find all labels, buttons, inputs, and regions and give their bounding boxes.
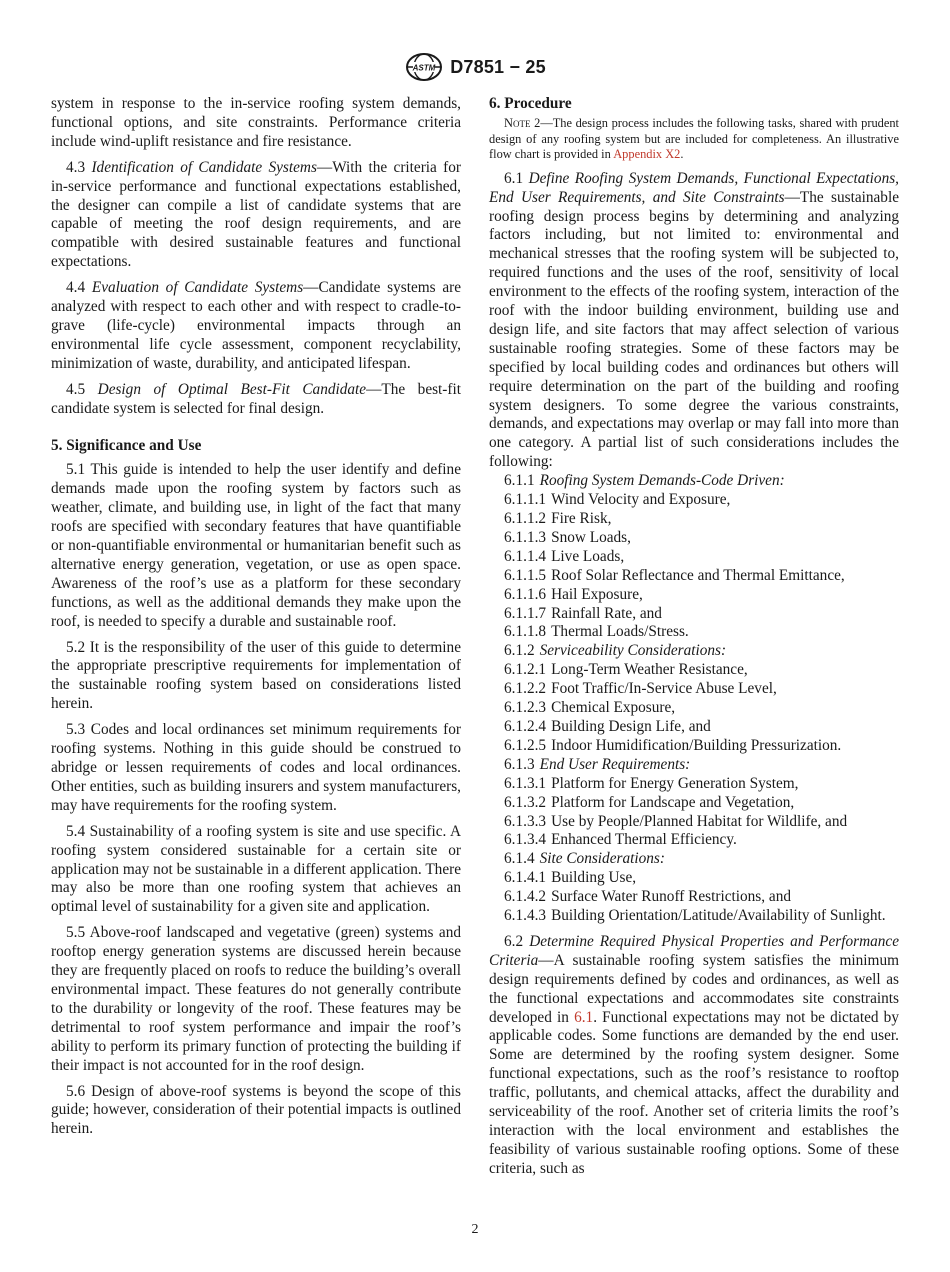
list-item [489, 510, 899, 529]
list-item-text: Platform for Landscape and Vegetation, [551, 793, 795, 811]
list-item-number: 6.1.3.2 [504, 793, 547, 811]
list-item [489, 491, 899, 510]
list-item-number: 6.1.3 [504, 755, 535, 773]
section-title: Determine Required Physical Properties and Performance Criteria [489, 932, 899, 969]
list-item-text: Indoor Humidification/Building Pressurization. [551, 736, 842, 754]
list-item-text: Foot Traffic/In-Service Abuse Level, [551, 680, 777, 698]
paragraph-5-4: 5.4 Sustainability of a roofing system is site and use specific. A roofing system considered sustainable for a certain site or application may not be sustainable in a different application. There may also be more than one roofing system that achieves an optimal level of sustainability for a given site and application. [51, 822, 461, 916]
list-item-number: 6.1.1.6 [504, 585, 547, 603]
list-item-text: Platform for Energy Generation System, [551, 774, 799, 792]
list-item [489, 907, 899, 926]
list-item-number: 6.1.2.1 [504, 661, 547, 679]
list-item-text: Building Use, [551, 869, 637, 887]
page-header [0, 52, 950, 82]
list-item-number: 6.1.4.2 [504, 888, 547, 906]
list-item-number: 6.1.1.7 [504, 604, 547, 622]
list-item-number: 6.1.1.8 [504, 623, 547, 641]
list-item [489, 718, 899, 737]
list-item [489, 699, 899, 718]
paragraph-6-1 [489, 170, 899, 473]
list-item-number: 6.1.1 [504, 472, 535, 490]
right-column [489, 95, 899, 1186]
page-number: 2 [471, 1222, 479, 1237]
paragraph-5-1: 5.1 This guide is intended to help the user identify and define demands made upon the roofing system by factors such as weather, climate, and building use, in light of the fact that many roofs are specified with secondary features that have quantifiable or non-quantifiable environmental or humanitarian benefit such as alternative energy generation, vegetation, or use as open space. Awareness of the roof’s use as a platform for these secondary functions, as well as the additional demands they make upon the roof, is needed to specify a durable and sustainable roof. [51, 461, 461, 630]
list-item-number: 6.1.1.5 [504, 566, 547, 584]
list-item-number: 6.1.4 [504, 850, 535, 868]
list-item-text: Long-Term Weather Resistance, [551, 661, 748, 679]
list-item-number: 6.1.2 [504, 642, 535, 660]
list-item-number: 6.1.1.3 [504, 528, 547, 546]
list-item-text: Use by People/Planned Habitat for Wildlife, and [551, 812, 848, 830]
list-item [489, 756, 899, 775]
paragraph-4-4 [51, 279, 461, 374]
section-text: —Candidate systems are analyzed with respect to each other and with respect to cradle-to-grave (life-cycle) environmental impacts through an environmental life cycle assessment, component recyclability, minimization of waste, durability, and anticipated lifespan. [51, 279, 461, 372]
section-text: —With the criteria for in-service performance and functional expectations established, the designer can compile a list of candidate systems that are capable of meeting the roof design requirements, and are compatible with desired sustainable features and functional expectations. [51, 158, 462, 271]
astm-logo-icon [404, 52, 444, 82]
list-item-number: 6.1.2.3 [504, 699, 547, 717]
list-item-number: 6.1.2.4 [504, 717, 547, 735]
section-title: Design of Optimal Best-Fit Candidate [97, 380, 367, 398]
list-item [489, 888, 899, 907]
left-column [51, 95, 461, 1146]
list-item [489, 661, 899, 680]
list-item-text: Building Orientation/Latitude/Availability of Sunlight. [551, 907, 886, 925]
section-heading-5: 5. Significance and Use [51, 436, 202, 454]
section-title: Identification of Candidate Systems [91, 158, 317, 176]
list-item-text: Building Design Life, and [551, 717, 711, 735]
section-number: 4.5 [66, 380, 86, 398]
list-item-number: 6.1.2.5 [504, 736, 547, 754]
list-item-number: 6.1.4.1 [504, 869, 547, 887]
list-item [489, 472, 899, 491]
list-item-text: Live Loads, [551, 547, 625, 565]
paragraph-4-5 [51, 381, 461, 419]
list-item-text: Roof Solar Reflectance and Thermal Emittance, [551, 566, 845, 584]
section-text: —A sustainable roofing system satisfies the minimum design requirements defined by codes and ordinances, as well as the functional expectations and accommodates site constraints developed in [489, 951, 899, 1026]
list-item-text: Enhanced Thermal Efficiency. [551, 831, 737, 849]
list-item-text: Site Considerations: [539, 850, 665, 868]
list-item [489, 623, 899, 642]
list-item-text: Surface Water Runoff Restrictions, and [551, 888, 791, 906]
list-item [489, 775, 899, 794]
note-text: —The design process includes the following tasks, shared with prudent design of any roofing system but are included for completeness. An illustrative flow chart is provided in [489, 115, 899, 162]
list-item-number: 6.1.3.3 [504, 812, 547, 830]
section-number: 6.1 [504, 169, 524, 187]
section-number: 4.3 [66, 158, 86, 176]
list-item [489, 529, 899, 548]
appendix-x2-link[interactable]: Appendix X2 [613, 147, 681, 162]
section-title: Define Roofing System Demands, Functional Expectations, End User Requirements, and Site Constraints [489, 169, 899, 206]
list-item [489, 869, 899, 888]
list-item-text: End User Requirements: [539, 755, 691, 773]
list-item-text: Rainfall Rate, and [551, 604, 662, 622]
list-item-text: Wind Velocity and Exposure, [551, 491, 731, 509]
note-end: . [680, 147, 684, 162]
list-item [489, 850, 899, 869]
section-text-continued: . Functional expectations may not be dictated by applicable codes. Some functions are demanded by the end user. Some are determined by the roofing system designer. Some functional expectations, such as the roof’s resistance to rooftop traffic, pollutants, and chemical attacks, affect the durability and serviceability of the roof. Another set of criteria limits the roof’s interaction with the local environment and establishes the feasibility of various sustainable roofing options. Some of these criteria, such as [489, 1008, 899, 1177]
list-item [489, 567, 899, 586]
list-item-text: Thermal Loads/Stress. [551, 623, 689, 641]
list-item-number: 6.1.1.1 [504, 491, 547, 509]
paragraph-5-6: 5.6 Design of above-roof systems is beyond the scope of this guide; however, consideration of their potential impacts is outlined herein. [51, 1082, 461, 1138]
list-item [489, 737, 899, 756]
note-number: 2 [534, 115, 541, 130]
paragraph-5-3: 5.3 Codes and local ordinances set minimum requirements for roofing systems. Nothing in this guide should be construed to abridge or lessen requirements of codes and local ordinances. Other entities, such as building insurers and system manufacturers, may have requirements for the roofing system. [51, 721, 461, 814]
list-item-text: Hail Exposure, [551, 585, 643, 603]
list-item [489, 586, 899, 605]
section-6-1-link[interactable]: 6.1 [574, 1008, 594, 1026]
list-item-text: Snow Loads, [551, 528, 631, 546]
note-2 [489, 116, 899, 163]
section-text: —The best-fit candidate system is selected for final design. [51, 380, 461, 417]
list-item-text: Serviceability Considerations: [539, 642, 727, 660]
document-designation: D7851 − 25 [450, 56, 546, 77]
considerations-list [489, 472, 899, 926]
paragraph-5-2: 5.2 It is the responsibility of the user of this guide to determine the appropriate prescriptive requirements for implementation of the sustainable roofing system based on considerations listed herein. [51, 638, 461, 713]
section-number: 4.4 [66, 279, 86, 297]
list-item-number: 6.1.1.4 [504, 547, 547, 565]
list-item-text: Fire Risk, [551, 510, 612, 527]
list-item [489, 680, 899, 699]
note-label: Note [504, 115, 531, 130]
list-item [489, 831, 899, 850]
list-item [489, 794, 899, 813]
list-item-text: Chemical Exposure, [551, 699, 676, 717]
list-item-number: 6.1.2.2 [504, 680, 547, 698]
list-item-number: 6.1.3.4 [504, 831, 547, 849]
paragraph-5-5: 5.5 Above-roof landscaped and vegetative (green) systems and rooftop energy generation systems are discussed herein because they are frequently placed on roofs to reduce the building’s overall environmental impact. These features do not generally contribute to the durability or longevity of the roof. These features may be detrimental to roof system performance and impair the roof’s ability to perform its primary function of protecting the building if their impact is not accounted for in the roof design. [51, 924, 461, 1074]
list-item [489, 642, 899, 661]
paragraph-4-3 [51, 159, 461, 272]
section-number: 6.2 [504, 932, 524, 950]
section-text: —The sustainable roofing design process begins by determining and analyzing factors including, but not limited to: environmental and mechanical stresses that the roofing system will be subjected to, required functions and the uses of the roof, sensitivity of local environment to the effects of the roofing system, interaction of the roof with the indoor building environment, building use and design life, and site factors that may affect selection of various sustainable roofing strategies. Some of these factors may be specified by local building codes and ordinances but others will require determination on the part of the building and roofing system designers. To some degree the various constraints, demands, and expectations may overlap or may fall into more than one category. A partial list of such considerations includes the following: [489, 188, 899, 471]
paragraph-4-2-continued: system in response to the in-service roofing system demands, functional options, and site constraints. Performance criteria include wind-uplift resistance and fire resistance. [51, 95, 461, 150]
svg-text:ASTM: ASTM [412, 63, 436, 73]
list-item-number: 6.1.4.3 [504, 907, 547, 925]
list-item-number: 6.1.1.2 [504, 510, 547, 527]
list-item [489, 813, 899, 832]
list-item-text: Roofing System Demands-Code Driven: [539, 472, 785, 490]
list-item-number: 6.1.3.1 [504, 774, 547, 792]
list-item [489, 605, 899, 624]
section-heading-6: 6. Procedure [489, 95, 572, 112]
paragraph-6-2 [489, 933, 899, 1179]
list-item [489, 548, 899, 567]
section-title: Evaluation of Candidate Systems [91, 279, 304, 297]
